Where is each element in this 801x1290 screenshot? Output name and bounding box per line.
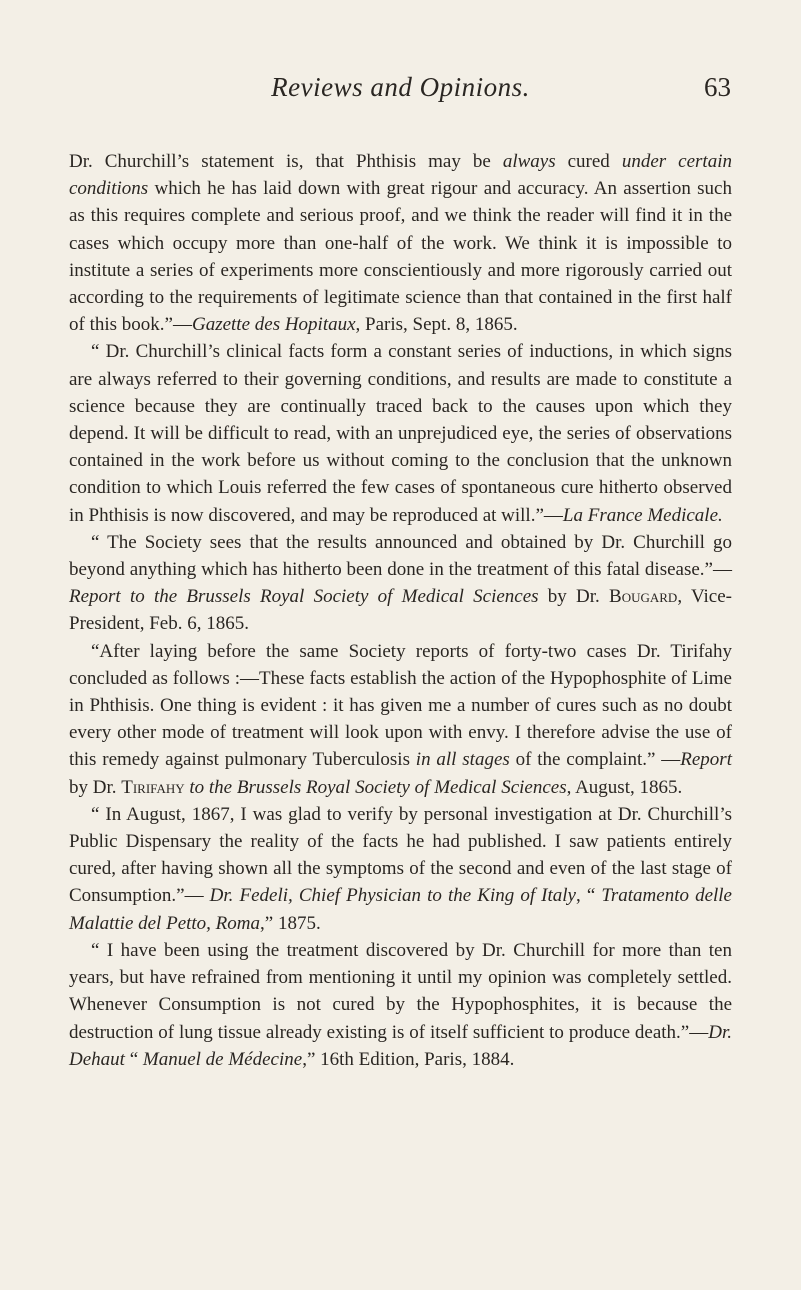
text-run: which he has laid down with great rigour and accuracy. An assertion such as this requires complete and serious proof, and we think the reader will find it in the cases which occupy more than one-half of the work. We think it is impossible to institute a series of experiments more conscientiously and more rigorously carried out according to the requirements of legitimate science than that contained in the first half of this book.”— [69,178,732,336]
text-run: “ Dr. Churchill’s clinical facts form a constant series of inductions, in which signs are always referred to their governing conditions, and results are made to constitute a science because they are continually traced back to the causes upon which they depend. It will be difficult to read, with an unprejudiced eye, the series of observations contained in the work before us without coming to the conclusion that the unknown condition to which Louis referred the few cases of spontaneous cure hitherto observed in Phthisis is now discovered, and may be reproduced at will.”— [69,341,732,526]
italic-text: Tratamento delle Malattie del Petto, Roma [69,885,732,934]
text-run: “ The Society sees that the results announced and obtained by Dr. Churchill go beyond anything which has hitherto been done in the treatment of this fatal disease.”— [69,531,732,581]
text-run: “ [124,1048,143,1070]
paragraph [69,529,732,638]
text-run: by Dr. [69,776,122,798]
text-run: ,” 16th Edition, Paris, 1884. [302,1048,515,1070]
italic-text: always [502,151,556,172]
paragraph [69,338,732,528]
running-title: Reviews and Opinions. [271,72,530,102]
italic-text: Gazette des Hopitaux [191,314,356,336]
italic-text: Manuel de Médecine [142,1048,303,1070]
text-run: Dr. Churchill’s statement is, that Phthisis may be [69,151,503,172]
paragraph [69,801,732,937]
paragraph [69,148,732,338]
text-run: , Vice-President, Feb. 6, 1865. [69,586,733,635]
italic-text: Dr. Dehaut [69,1021,732,1070]
text-run: of the complaint.” — [509,749,681,771]
text-run: “ In August, 1867, I was glad to verify by personal investigation at Dr. Churchill’s Public Dispensary the reality of the facts he had published. I saw patients entirely cured, after having shown all the symptoms of the second and even of the last stage of Consumption.”— [69,803,732,907]
page-number: 63 [704,72,731,102]
text-run: , “ [576,885,602,907]
italic-text: in all stages [415,749,510,771]
text-run: “After laying before the same Society reports of forty-two cases Dr. Tirifahy concluded as follows :—These facts establish the action of the Hypophosphite of Lime in Phthisis. One thing is evident : it has given me a number of cures such as no doubt every other mode of treatment will look upon with envy. I therefore advise the use of this remedy against pulmonary Tuberculosis [69,640,732,771]
paragraph [69,638,732,801]
body-text [69,148,732,1073]
italic-text: to the Brussels Royal Society of Medical Sciences [189,776,567,798]
page-header [0,72,801,112]
text-run: , Paris, Sept. 8, 1865. [355,314,518,336]
italic-text: La France Medicale. [562,504,723,526]
italic-text: Report [680,749,732,771]
italic-text: Dr. Fedeli, Chief Physician to the King of Italy [209,885,576,907]
italic-text: Report to the Brussels Royal Society of Medical Sciences [69,586,539,608]
text-run: cured [555,151,622,172]
text-run: “ I have been using the treatment discovered by Dr. Churchill for more than ten years, but have refrained from mentioning it until my opinion was completely settled. Whenever Consumption is not cured by the Hypophosphites, it is because the destruction of lung tissue already existing is of itself sufficient to produce death.”— [69,939,732,1043]
text-run: , August, 1865. [566,776,683,798]
text-run: by Dr. [538,586,610,608]
small-caps-name: Bougard [609,586,678,608]
small-caps-name: Tirifahy [121,776,185,798]
paragraph [69,937,732,1073]
italic-text: under certain conditions [69,151,732,200]
text-run: ,” 1875. [260,912,321,934]
